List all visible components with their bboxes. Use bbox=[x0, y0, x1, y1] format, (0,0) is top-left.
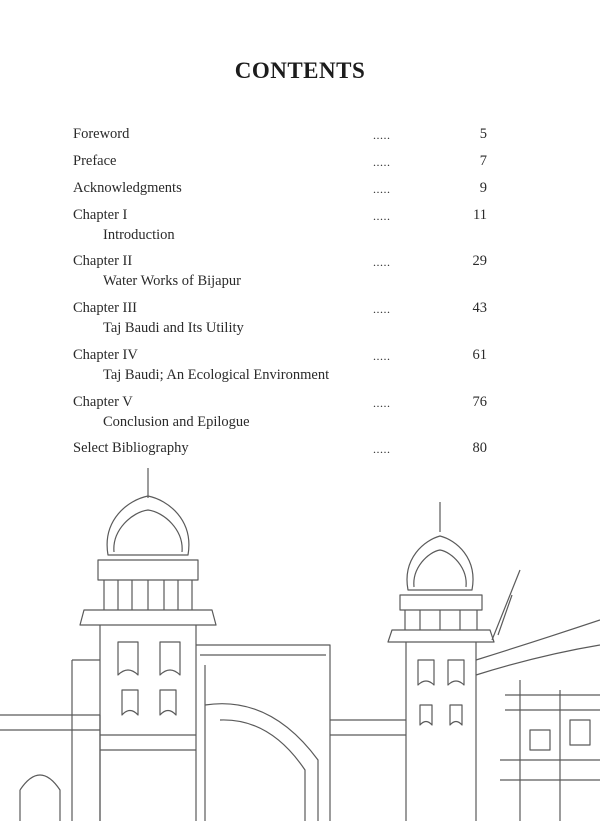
toc-leader-dots: ..... bbox=[373, 255, 391, 269]
right-minaret bbox=[330, 502, 494, 821]
toc-entry-label: Chapter I bbox=[73, 207, 128, 223]
toc-page-number: 9 bbox=[479, 180, 487, 196]
page-title: CONTENTS bbox=[234, 58, 366, 83]
toc-leader-dots: ..... bbox=[373, 155, 391, 169]
toc-page-number: 61 bbox=[472, 347, 487, 363]
toc-chapter-title: Introduction bbox=[103, 227, 175, 243]
toc-leader-dots: ..... bbox=[373, 302, 391, 316]
toc-entry-label: Foreword bbox=[73, 126, 130, 142]
gateway-illustration bbox=[0, 460, 600, 821]
toc-entry-label: Preface bbox=[73, 153, 117, 169]
toc-chapter-title: Taj Baudi; An Ecological Environment bbox=[103, 367, 330, 383]
toc-leader-dots: ..... bbox=[373, 396, 391, 410]
toc-leader-dots: ..... bbox=[373, 442, 391, 456]
toc-leader-dots: ..... bbox=[373, 349, 391, 363]
toc-entry-label: Chapter IV bbox=[73, 347, 138, 363]
toc-chapter-title: Conclusion and Epilogue bbox=[103, 414, 250, 430]
toc-page-number: 43 bbox=[472, 300, 487, 316]
toc-leader-dots: ..... bbox=[373, 128, 391, 142]
toc-page-number: 11 bbox=[473, 207, 487, 223]
toc-page-number: 76 bbox=[472, 394, 487, 410]
toc-page-number: 7 bbox=[479, 153, 487, 169]
toc-chapter-title: Taj Baudi and Its Utility bbox=[103, 320, 244, 336]
toc-entry-label: Chapter II bbox=[73, 253, 133, 269]
toc-entry-label: Chapter III bbox=[73, 300, 138, 316]
toc-leader-dots: ..... bbox=[373, 209, 391, 223]
right-structures bbox=[476, 570, 600, 821]
toc-page-number: 80 bbox=[472, 440, 487, 456]
toc-entry-label: Chapter V bbox=[73, 394, 133, 410]
toc-leader-dots: ..... bbox=[373, 182, 391, 196]
toc-entry-label: Select Bibliography bbox=[73, 440, 189, 456]
toc-page-number: 29 bbox=[472, 253, 487, 269]
toc-chapter-title: Water Works of Bijapur bbox=[103, 273, 241, 289]
toc-page-number: 5 bbox=[479, 126, 487, 142]
toc-entry-label: Acknowledgments bbox=[73, 180, 182, 196]
